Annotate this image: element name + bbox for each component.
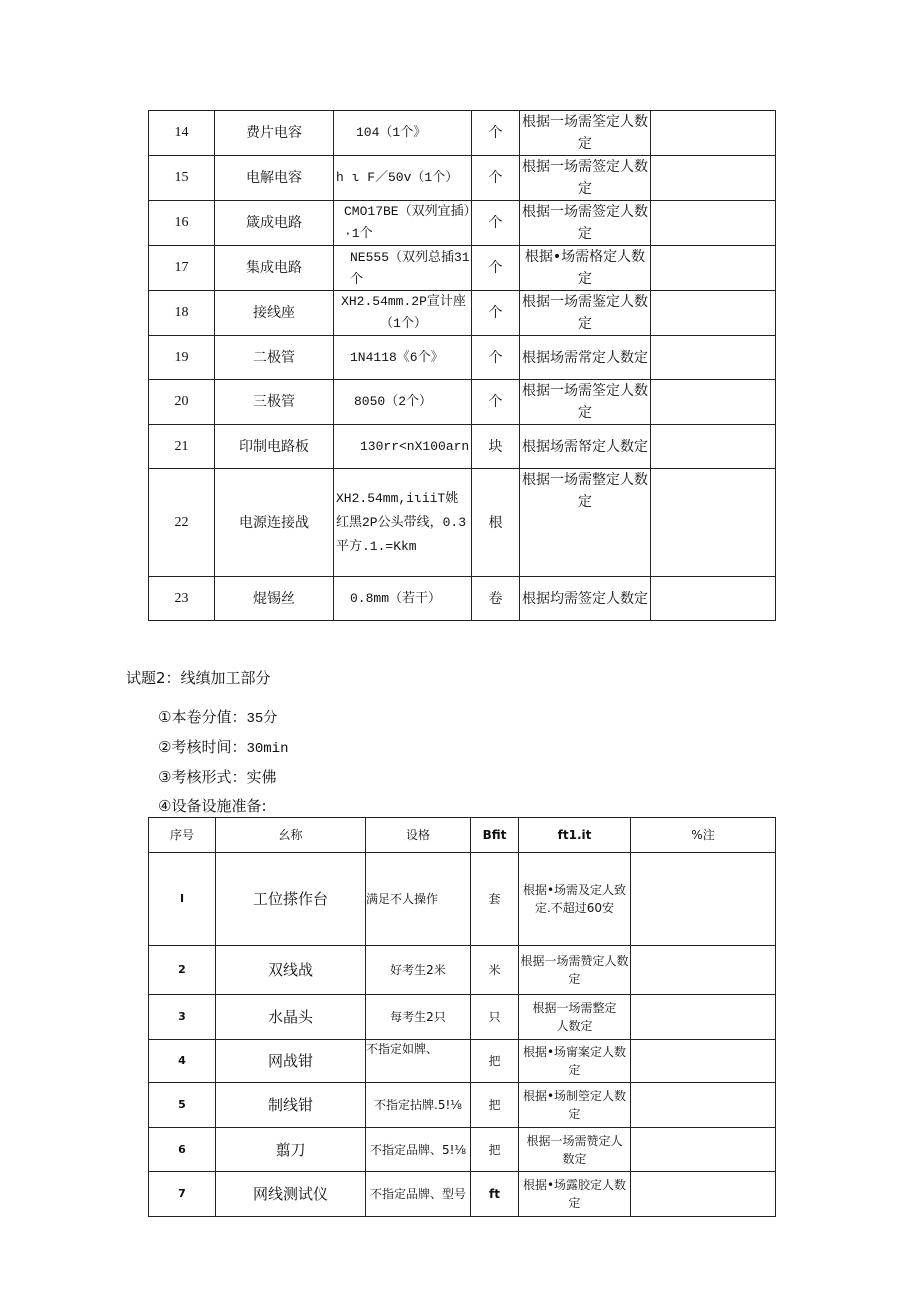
quantity-text: 根据一场需整定人数定 [532, 1001, 617, 1033]
item-unit: 套 [471, 853, 519, 946]
spec-text: NE555（双列总插31个 [350, 250, 470, 287]
item-unit: 卷 [472, 577, 520, 621]
row-number: 21 [149, 425, 215, 469]
row-number: 2 [149, 946, 216, 995]
spec-text: CMO17BE（双列宜插）·1个 [344, 204, 471, 241]
item-quantity: 根据一场需鉴定人数定 [520, 291, 651, 336]
item-spec: 满足不人操作 [366, 853, 471, 946]
item-quantity: 根据一场需签定人数定 [520, 201, 651, 246]
row-number: 3 [149, 995, 216, 1040]
item-unit: 个 [472, 291, 520, 336]
item-spec: 不指定如牌、 [366, 1040, 471, 1083]
item-name: 三极管 [215, 380, 334, 425]
item-value: 35分 [246, 711, 278, 727]
item-spec: h ι F／50v（1个） [334, 156, 472, 201]
item-note [651, 156, 776, 201]
item-note [631, 1083, 776, 1128]
quantity-text: 根据一场需赞定人数定 [526, 1133, 623, 1166]
item-quantity: 根据均需签定人数定 [520, 577, 651, 621]
row-number: I [149, 853, 216, 946]
item-label: 考核时间： [171, 738, 247, 756]
item-note [631, 1172, 776, 1217]
spec-text: 130rr<nX100arn [360, 438, 470, 454]
item-spec [334, 577, 472, 621]
item-note [651, 246, 776, 291]
item-unit: 把 [471, 1040, 519, 1083]
row-number: 5 [149, 1083, 216, 1128]
item-note [651, 291, 776, 336]
info-item-format [158, 766, 276, 787]
table-row [149, 246, 776, 291]
table-row [149, 1172, 776, 1217]
table-row [149, 469, 776, 577]
table-row [149, 577, 776, 621]
item-quantity [519, 1128, 631, 1172]
spec-text: 104（1个》 [356, 125, 427, 140]
item-spec [334, 425, 472, 469]
table-row [149, 156, 776, 201]
spec-text: 8050（2个） [354, 394, 433, 409]
item-marker: ② [158, 738, 172, 756]
item-quantity [519, 995, 631, 1040]
table-row [149, 425, 776, 469]
item-spec [334, 246, 472, 291]
item-name: 焜锡丝 [215, 577, 334, 621]
item-name: 水晶头 [216, 995, 366, 1040]
quantity-text: 根据•场需及定人致定.不超过60安 [522, 883, 627, 915]
row-number: 4 [149, 1040, 216, 1083]
item-name: 制线钳 [216, 1083, 366, 1128]
row-number: 23 [149, 577, 215, 621]
item-value: 实佛 [246, 768, 277, 786]
item-label: 设备设施准备: [171, 797, 267, 815]
item-spec: 每考生2只 [366, 995, 471, 1040]
table-row [149, 1128, 776, 1172]
item-note [651, 111, 776, 156]
item-note [651, 201, 776, 246]
item-name: 网战钳 [216, 1040, 366, 1083]
item-note [631, 1040, 776, 1083]
spec-text: 0.8mm（若干） [350, 590, 442, 606]
item-unit: 个 [472, 111, 520, 156]
item-spec [334, 111, 472, 156]
row-number: 6 [149, 1128, 216, 1172]
header-number: 序号 [149, 818, 216, 853]
table-header-row [149, 818, 776, 853]
info-item-equipment [158, 795, 267, 816]
item-quantity: 根据•场需格定人数定 [520, 246, 651, 291]
item-name: 双线战 [216, 946, 366, 995]
item-marker: ④ [158, 797, 172, 815]
item-name: 集成电路 [215, 246, 334, 291]
item-note [651, 469, 776, 577]
item-unit: ft [471, 1172, 519, 1217]
header-unit: Bfit [471, 818, 519, 853]
row-number: 7 [149, 1172, 216, 1217]
table-row [149, 111, 776, 156]
info-item-time [158, 736, 288, 757]
item-quantity: 根据一场需赞定人数定 [519, 946, 631, 995]
item-unit: 把 [471, 1128, 519, 1172]
item-marker: ③ [158, 768, 172, 786]
item-name: 接线座 [215, 291, 334, 336]
item-note [631, 1128, 776, 1172]
row-number: 19 [149, 336, 215, 380]
item-quantity: 根据•场甯案定人数定 [519, 1040, 631, 1083]
item-name: 电解电容 [215, 156, 334, 201]
table-row [149, 1083, 776, 1128]
item-quantity: 根据一场需整定人数定 [520, 469, 651, 577]
item-name: 电源连接战 [215, 469, 334, 577]
header-name: 幺称 [216, 818, 366, 853]
item-note [651, 336, 776, 380]
item-spec: XH2.54mm,iιiiT姚红黑2P公头带线，0.3平方.1.=Kkm [334, 469, 472, 577]
item-quantity: 根据一场需签定人数定 [520, 156, 651, 201]
table-row [149, 336, 776, 380]
table-row [149, 853, 776, 946]
item-spec: 不指定品牌、5!⅛ [366, 1128, 471, 1172]
item-name: 网线测试仪 [216, 1172, 366, 1217]
item-unit: 块 [472, 425, 520, 469]
item-spec: 好考生2米 [366, 946, 471, 995]
item-quantity: 根据一场需筌定人数定 [520, 380, 651, 425]
equipment-table-2 [148, 817, 776, 1217]
section-title: 试题2：线缜加工部分 [126, 669, 271, 687]
item-note [631, 995, 776, 1040]
item-quantity [519, 853, 631, 946]
item-name: 二极管 [215, 336, 334, 380]
table-row [149, 946, 776, 995]
item-label: 本卷分值： [171, 708, 247, 726]
item-unit: 个 [472, 246, 520, 291]
item-quantity: 根据一场需筌定人数定 [520, 111, 651, 156]
row-number: 17 [149, 246, 215, 291]
item-unit: 把 [471, 1083, 519, 1128]
equipment-table-1 [148, 110, 776, 621]
table-row [149, 1040, 776, 1083]
item-unit: 个 [472, 336, 520, 380]
item-name: 工位搽作台 [216, 853, 366, 946]
item-name: 箴成电路 [215, 201, 334, 246]
row-number: 18 [149, 291, 215, 336]
item-unit: 米 [471, 946, 519, 995]
item-name: 印制电路板 [215, 425, 334, 469]
item-unit: 根 [472, 469, 520, 577]
header-spec: 设格 [366, 818, 471, 853]
item-note [651, 577, 776, 621]
table-row [149, 995, 776, 1040]
item-spec: 不指定拈牌.5!⅛ [366, 1083, 471, 1128]
item-unit: 个 [472, 156, 520, 201]
item-spec [334, 201, 472, 246]
row-number: 20 [149, 380, 215, 425]
row-number: 14 [149, 111, 215, 156]
header-quantity: ft1.it [519, 818, 631, 853]
table-row [149, 291, 776, 336]
item-spec [334, 380, 472, 425]
item-note [631, 946, 776, 995]
spec-text: 1N4118《6个》 [350, 349, 444, 365]
item-quantity: 根据•场制箜定人数定 [519, 1083, 631, 1128]
item-unit: 只 [471, 995, 519, 1040]
item-unit: 个 [472, 380, 520, 425]
item-note [651, 380, 776, 425]
item-spec [334, 336, 472, 380]
item-note [651, 425, 776, 469]
item-marker: ① [158, 708, 172, 726]
item-name: 费片电容 [215, 111, 334, 156]
item-quantity: 根据场需常定人数定 [520, 336, 651, 380]
item-label: 考核形式： [171, 768, 247, 786]
item-spec: 不指定品牌、型号 [366, 1172, 471, 1217]
info-item-score [158, 706, 277, 727]
table-row [149, 380, 776, 425]
row-number: 15 [149, 156, 215, 201]
item-quantity: 根据•场露胶定人数定 [519, 1172, 631, 1217]
table-row [149, 201, 776, 246]
item-spec [334, 291, 472, 336]
header-note: %注 [631, 818, 776, 853]
item-name: 翦刀 [216, 1128, 366, 1172]
spec-text: XH2.54mm.2P宣计座（1个） [341, 294, 466, 331]
item-unit: 个 [472, 201, 520, 246]
item-value: 30min [246, 741, 289, 757]
item-note [631, 853, 776, 946]
row-number: 22 [149, 469, 215, 577]
row-number: 16 [149, 201, 215, 246]
item-quantity: 根据场需帑定人数定 [520, 425, 651, 469]
